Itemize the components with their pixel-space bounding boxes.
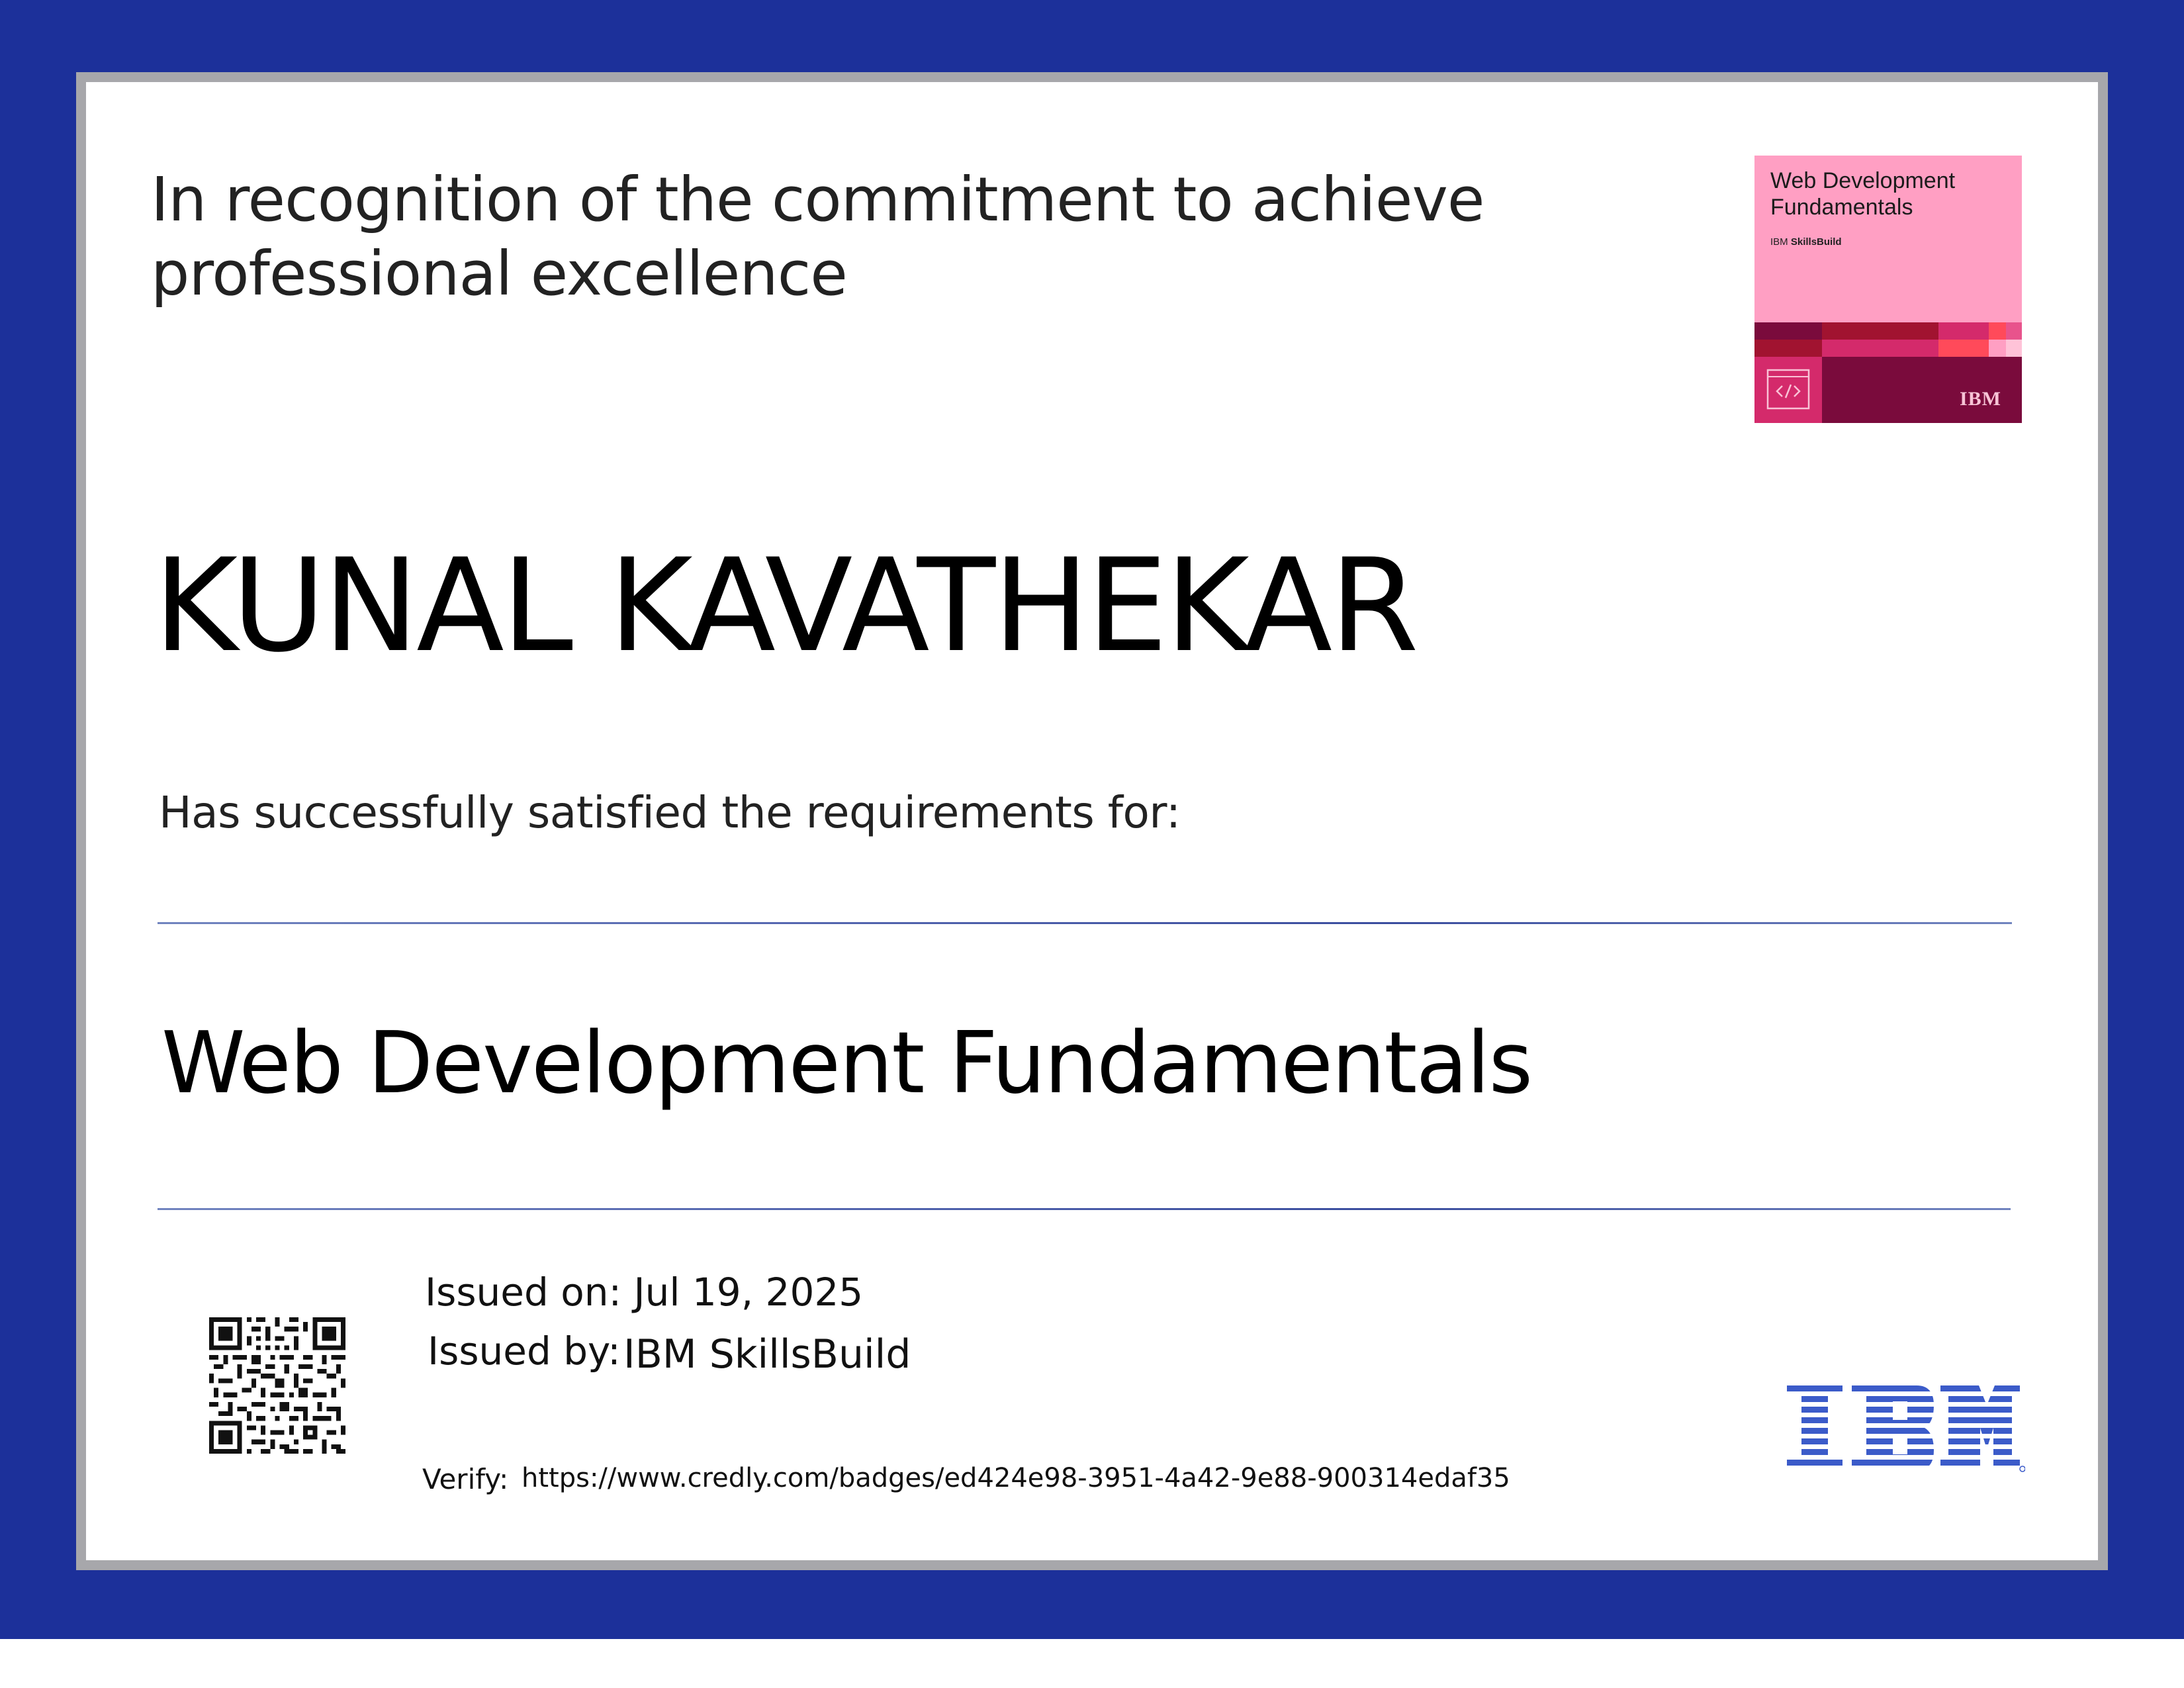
recognition-heading (151, 163, 1484, 311)
badge-title (1770, 167, 1955, 220)
requirements-text: Has successfully satisfied the requirements for: (159, 787, 1181, 838)
verify-label: Verify: (422, 1463, 509, 1495)
badge-ibm-logo: IBM (1960, 388, 2001, 410)
ibm-logo (1787, 1385, 2025, 1478)
badge-stripe (1989, 322, 2006, 340)
badge-title-line-1: Web Development (1770, 168, 1956, 193)
badge-stripe (2006, 340, 2022, 357)
badge-stripe (1938, 340, 1989, 357)
recognition-line-2: professional excellence (151, 238, 847, 309)
issued-by-label: Issued by: (428, 1329, 621, 1374)
badge-title-line-2: Fundamentals (1770, 195, 1913, 220)
issued-on-label: Issued on: (425, 1270, 622, 1315)
course-title: Web Development Fundamentals (161, 1014, 1532, 1113)
badge-stripe (1938, 322, 1989, 340)
qr-code[interactable] (209, 1317, 345, 1454)
badge-icon-tile (1754, 357, 1822, 423)
course-badge (1754, 156, 2022, 423)
recognition-line-1: In recognition of the commitment to achieve (151, 164, 1484, 235)
badge-stripe (1822, 340, 1938, 357)
code-window-icon (1754, 357, 1822, 423)
badge-provider (1770, 236, 1842, 248)
recipient-name: KUNAL KAVATHEKAR (154, 531, 1416, 680)
badge-stripe (1989, 340, 2006, 357)
badge-stripe (1754, 340, 1822, 357)
badge-stripe (2006, 322, 2022, 340)
divider-bottom (158, 1208, 2011, 1210)
issuer-name: IBM SkillsBuild (623, 1331, 911, 1378)
issued-on-date: Jul 19, 2025 (633, 1270, 864, 1315)
divider-top (158, 922, 2012, 924)
badge-provider-prefix: IBM (1770, 236, 1788, 248)
badge-stripe (1822, 322, 1938, 340)
verify-link[interactable]: https://www.credly.com/badges/ed424e98-3951-4a42-9e88-900314edaf35 (522, 1463, 1510, 1493)
issued-on (425, 1269, 863, 1315)
badge-stripe (1754, 322, 1822, 340)
badge-provider-name: SkillsBuild (1790, 236, 1842, 248)
